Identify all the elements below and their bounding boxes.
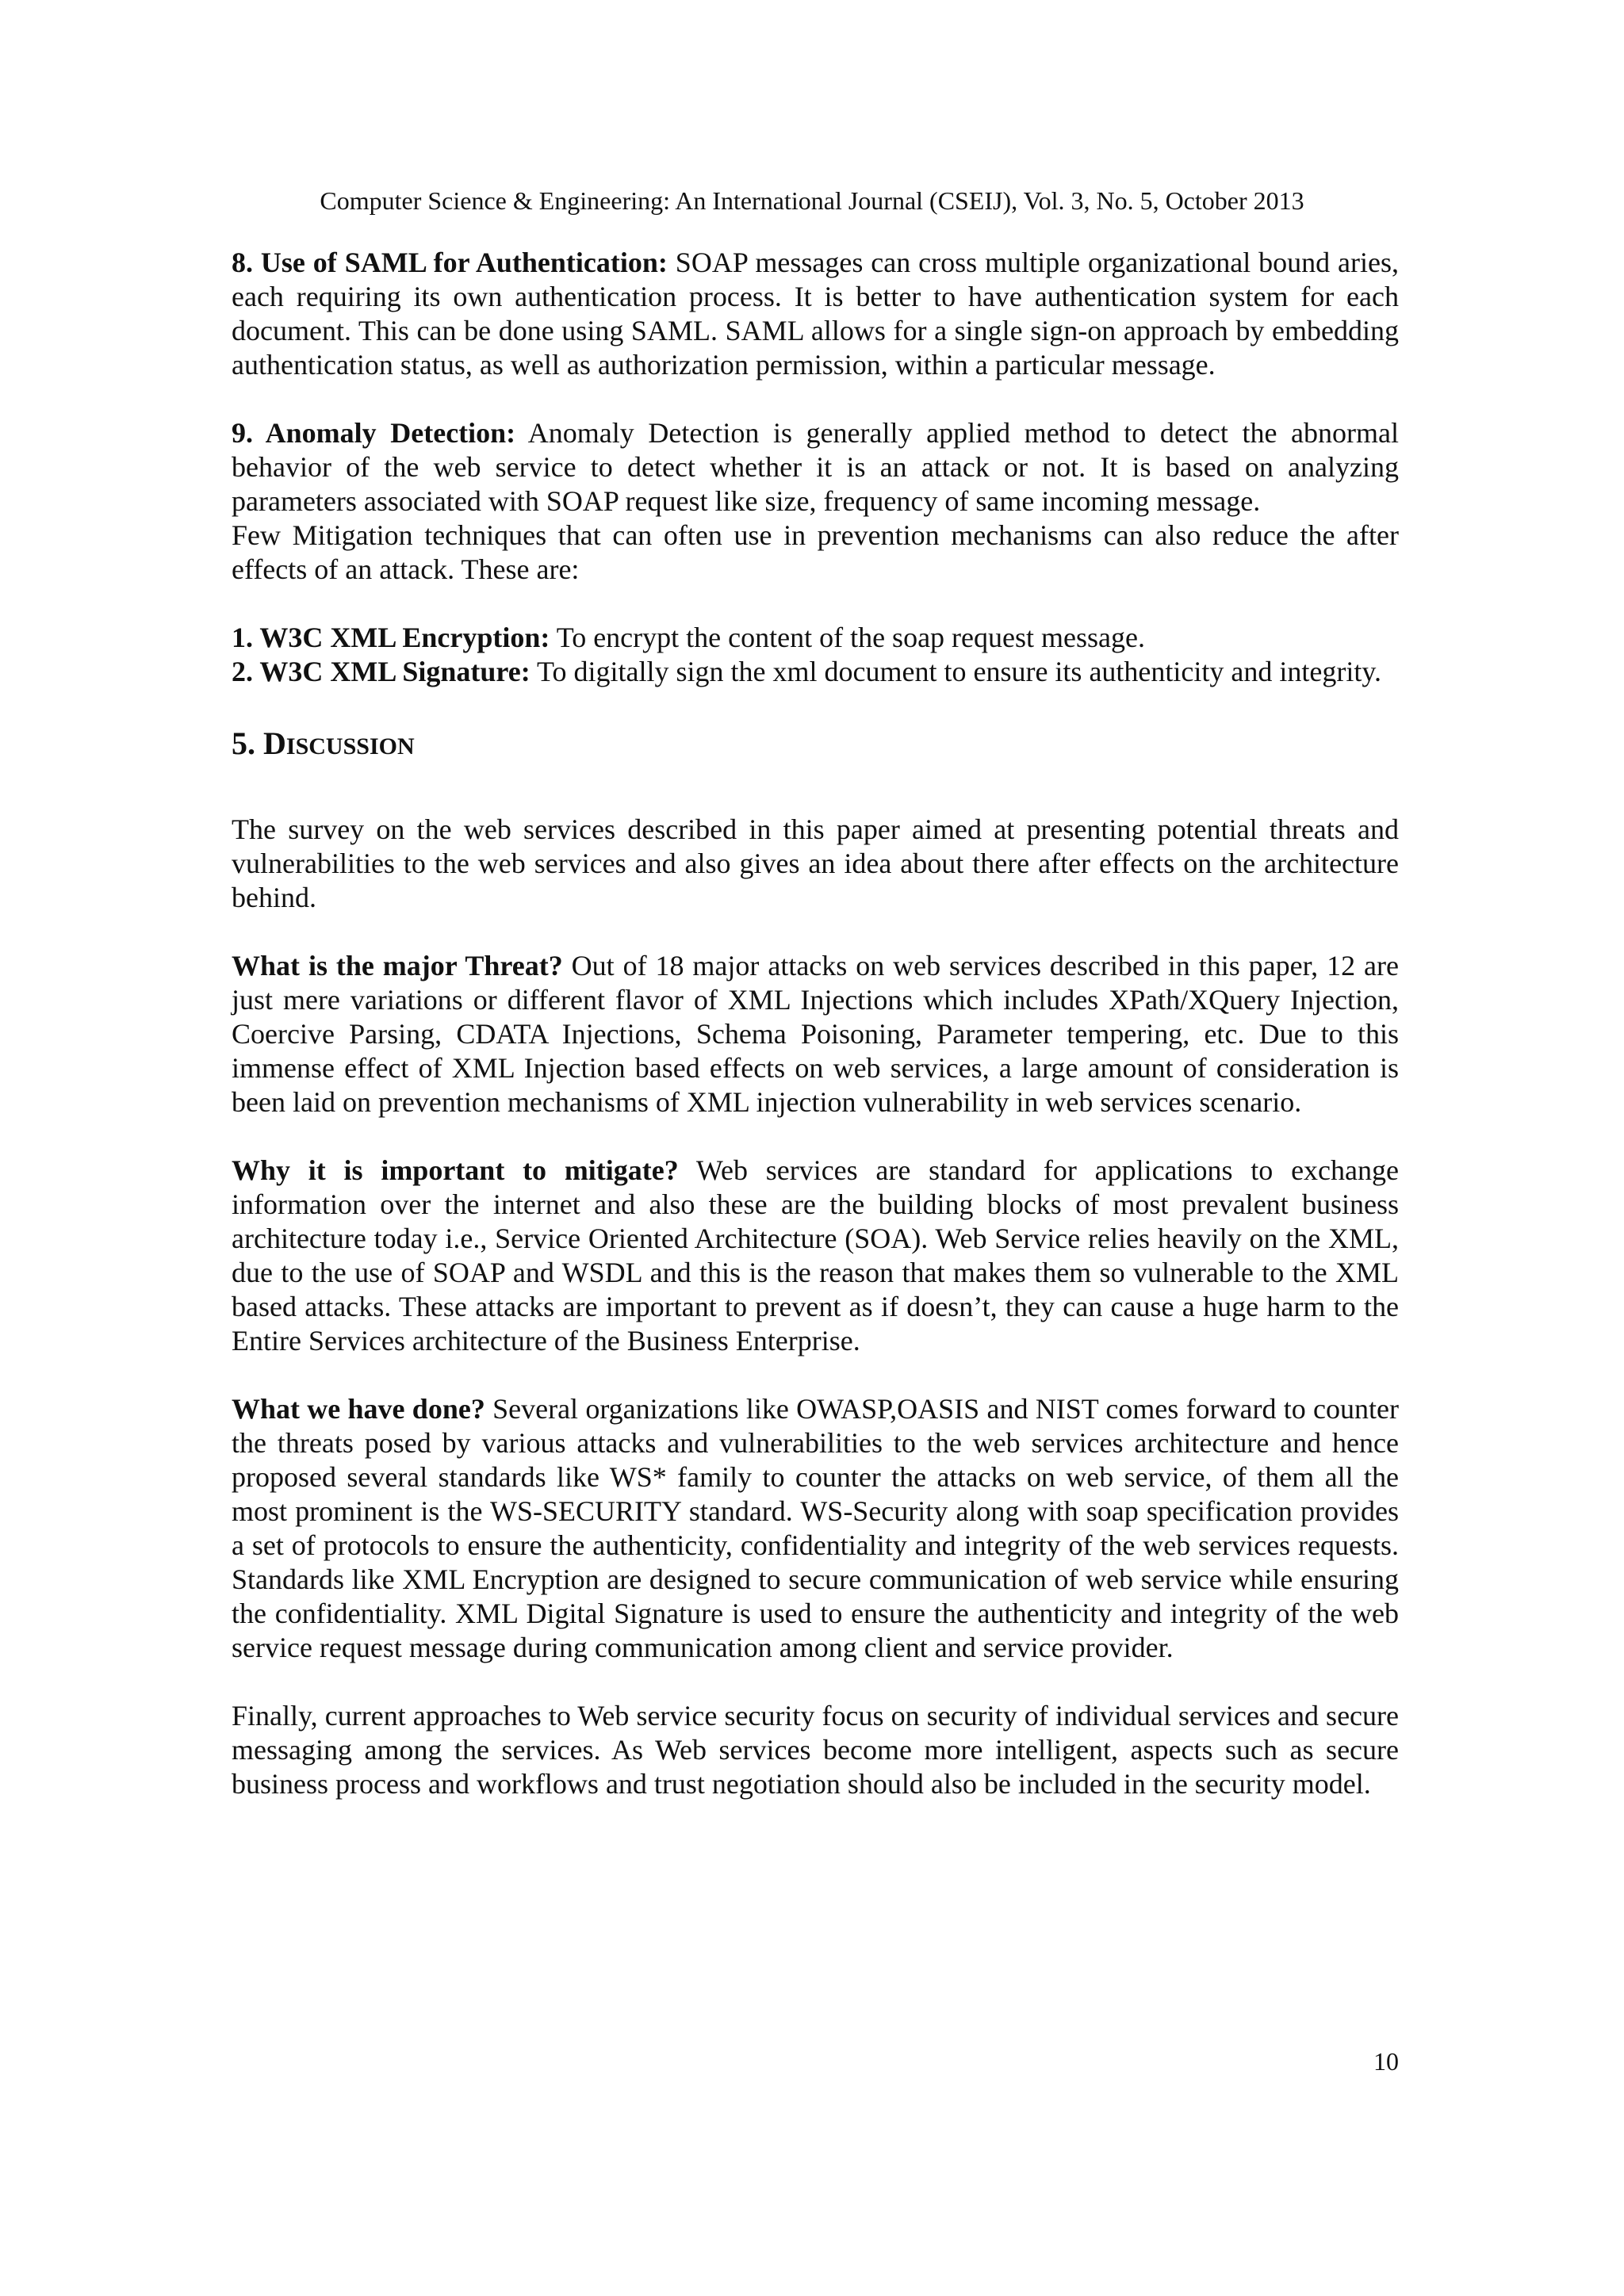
page-body bbox=[232, 246, 1399, 1801]
paragraph-w3c-signature bbox=[232, 655, 1399, 689]
major-threat-text: Out of 18 major attacks on web services described in this paper, 12 are just mere variations or different flavor of XML Injections which includes XPath/XQuery Injection, Coercive Parsing, CDATA Injections, Schema Poisoning, Parameter tempering, etc. Due to this immense effect of XML Injection based effects on web services, a large amount of consideration is been laid on prevention mechanisms of XML injection vulnerability in web services scenario. bbox=[232, 950, 1399, 1118]
saml-text: SOAP messages can cross multiple organizational bound aries, each requiring its own authentication process. It is better to have authentication system for each document. This can be done using SAML. SAML allows for a single sign-on approach by embedding authentication status, as well as authorization permission, within a particular message. bbox=[232, 247, 1399, 381]
paragraph-what-done bbox=[232, 1392, 1399, 1665]
w3c-signature-label: 2. W3C XML Signature: bbox=[232, 656, 530, 687]
paragraph-few-mitigation: Few Mitigation techniques that can often use in prevention mechanisms can also reduce the after effects of an attack. These are: bbox=[232, 519, 1399, 585]
what-done-label: What we have done? bbox=[232, 1393, 485, 1425]
running-header: Computer Science & Engineering: An International Journal (CSEIJ), Vol. 3, No. 5, October 2013 bbox=[320, 186, 1304, 215]
paragraph-finally: Finally, current approaches to Web service security focus on security of individual services and secure messaging among the services. As Web services become more intelligent, aspects such as secure business process and workflows and trust negotiation should also be included in the security model. bbox=[232, 1700, 1399, 1800]
paragraph-major-threat bbox=[232, 949, 1399, 1119]
page-number: 10 bbox=[1373, 2047, 1399, 2076]
section-heading-discussion bbox=[232, 724, 1399, 767]
saml-label: 8. Use of SAML for Authentication: bbox=[232, 247, 668, 278]
paragraph-saml bbox=[232, 246, 1399, 382]
why-mitigate-label: Why it is important to mitigate? bbox=[232, 1154, 679, 1186]
anomaly-label: 9. Anomaly Detection: bbox=[232, 417, 516, 449]
w3c-signature-text: To digitally sign the xml document to ensure its authenticity and integrity. bbox=[530, 656, 1382, 687]
paragraph-why-mitigate bbox=[232, 1154, 1399, 1358]
paragraph-anomaly-detection bbox=[232, 416, 1399, 519]
w3c-encryption-label: 1. W3C XML Encryption: bbox=[232, 622, 550, 653]
anomaly-text: Anomaly Detection is generally applied method to detect the abnormal behavior of the web service to detect whether it is an attack or not. It is based on analyzing parameters associated with SOAP request like size, frequency of same incoming message. bbox=[232, 417, 1399, 517]
what-done-text: Several organizations like OWASP,OASIS and NIST comes forward to counter the threats posed by various attacks and vulnerabilities to the web services architecture and hence proposed several standards like WS* family to counter the attacks on web service, of them all the most prominent is the WS-SECURITY standard. WS-Security along with soap specification provides a set of protocols to ensure the authenticity, confidentiality and integrity of the web services requests. Standards like XML Encryption are designed to secure communication of web service while ensuring the confidentiality. XML Digital Signature is used to ensure the authenticity and integrity of the web service request message during communication among client and service provider. bbox=[232, 1393, 1400, 1663]
paragraph-w3c-encryption bbox=[232, 621, 1399, 655]
why-mitigate-text: Web services are standard for applications to exchange information over the internet and also these are the building blocks of most prevalent business architecture today i.e., Service Oriented Architecture (SOA). Web Service relies heavily on the XML, due to the use of SOAP and WSDL and this is the reason that makes them so vulnerable to the XML based attacks. These attacks are important to prevent as if doesn’t, they can cause a huge harm to the Entire Services architecture of the Business Enterprise. bbox=[232, 1154, 1399, 1357]
section-title: ISCUSSION bbox=[285, 733, 415, 760]
section-number: 5. D bbox=[232, 725, 286, 761]
major-threat-label: What is the major Threat? bbox=[232, 950, 563, 982]
w3c-encryption-text: To encrypt the content of the soap request message. bbox=[550, 622, 1145, 653]
paragraph-intro: The survey on the web services described in this paper aimed at presenting potential threats and vulnerabilities to the web services and also gives an idea about there after effects on the architecture behind. bbox=[232, 813, 1399, 913]
